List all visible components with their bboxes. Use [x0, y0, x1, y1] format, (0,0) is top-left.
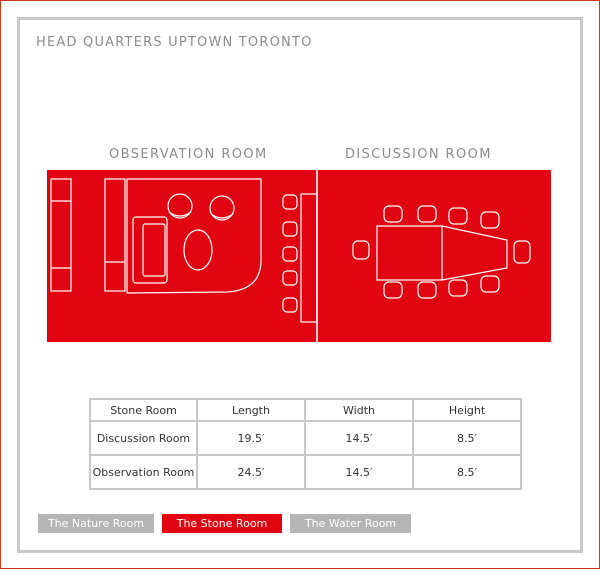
length-cell: 24.5′ — [197, 455, 305, 489]
width-cell: 14.5′ — [305, 455, 413, 489]
room-name-cell: Discussion Room — [90, 421, 197, 455]
width-cell: 14.5′ — [305, 421, 413, 455]
tab-stone-room[interactable]: The Stone Room — [162, 514, 282, 533]
page-title: HEAD QUARTERS UPTOWN TORONTO — [36, 35, 313, 50]
table-header: Stone Room — [90, 399, 197, 421]
room-area — [47, 170, 551, 342]
room-dimensions-table — [89, 398, 522, 490]
discussion-room-label: DISCUSSION ROOM — [345, 147, 492, 162]
table-header-row — [90, 399, 521, 421]
tab-nature-room[interactable]: The Nature Room — [38, 514, 154, 533]
height-cell: 8.5′ — [413, 421, 521, 455]
table-header: Length — [197, 399, 305, 421]
table-row — [90, 421, 521, 455]
height-cell: 8.5′ — [413, 455, 521, 489]
tab-water-room[interactable]: The Water Room — [290, 514, 411, 533]
table-row — [90, 455, 521, 489]
floor-plan — [47, 170, 551, 342]
table-header: Height — [413, 399, 521, 421]
length-cell: 19.5′ — [197, 421, 305, 455]
table-header: Width — [305, 399, 413, 421]
observation-room-label: OBSERVATION ROOM — [109, 147, 268, 162]
room-name-cell: Observation Room — [90, 455, 197, 489]
